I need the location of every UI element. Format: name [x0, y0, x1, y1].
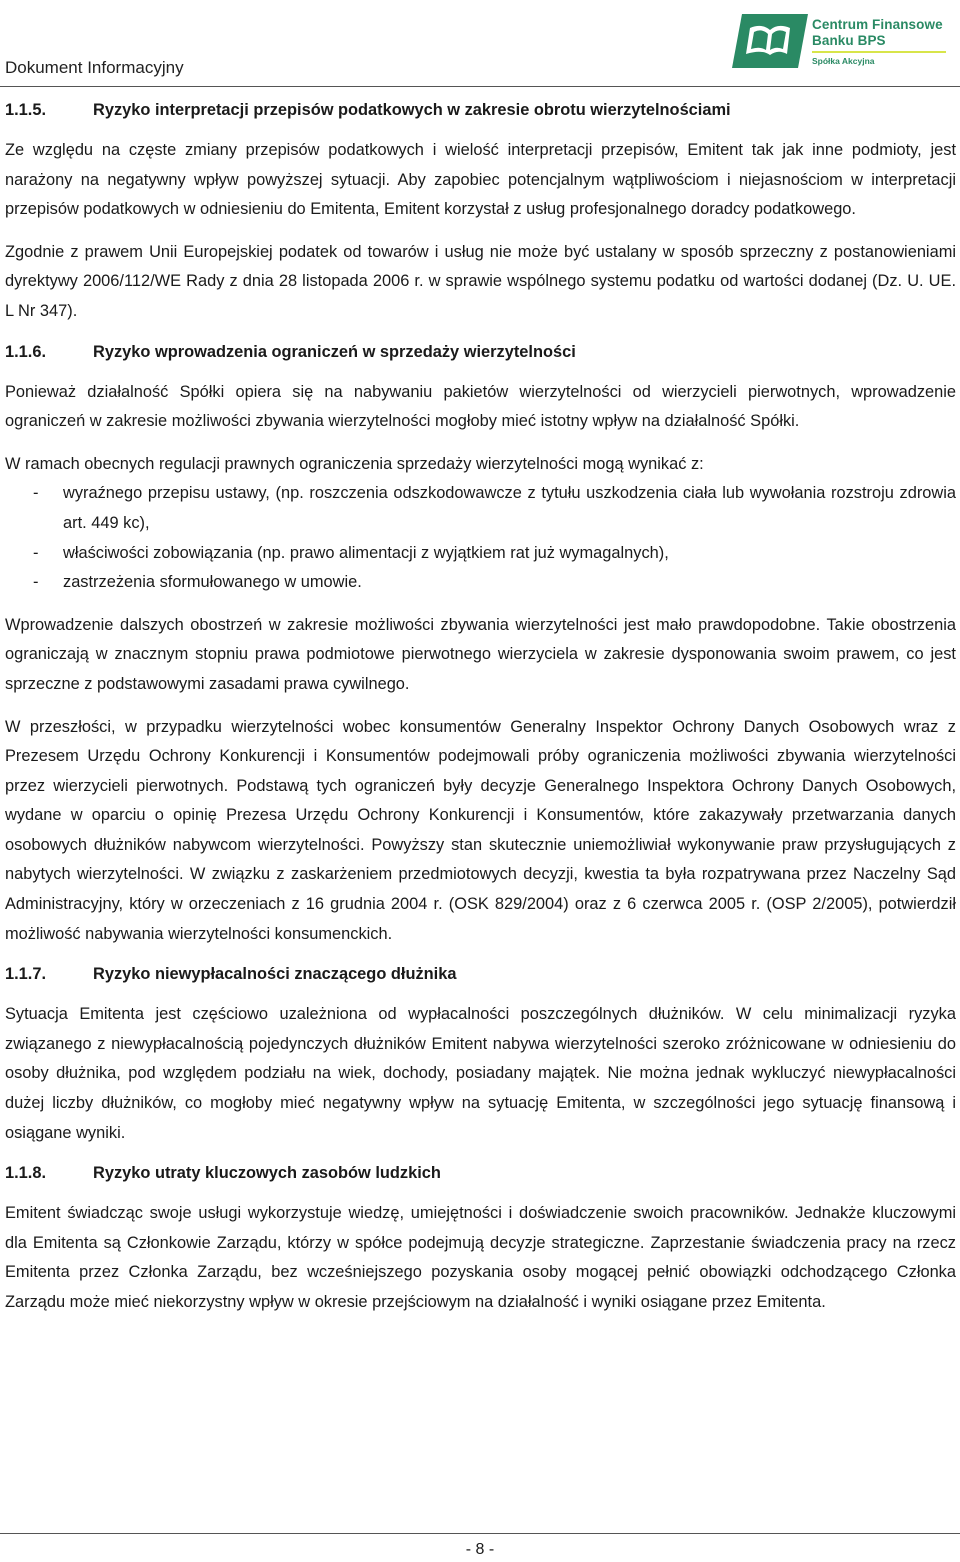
paragraph: Wprowadzenie dalszych obostrzeń w zakresie możliwości zbywania wierzytelności jest mało prawdopodobne. Takie obostrzenia ograniczają w znacznym stopniu prawa podmiotowe pierwotnego wierzyciela w zakresie dysponowania swoim prawem, co jest sprzeczne z podstawowymi zasadami prawa cywilnego.	[5, 615, 956, 693]
list-bullet: -	[33, 573, 39, 592]
section-number: 1.1.5.	[5, 101, 47, 119]
page-number: - 8 -	[465, 1541, 495, 1558]
paragraph: Sytuacja Emitenta jest częściowo uzależniona od wypłacalności poszczególnych dłużników. W celu minimalizacji ryzyka związanego z niewypłacalnością pojedynczych dłużników Emitent nabywa wierzytelności szeroko zróżnicowane w odniesieniu do osoby dłużnika, pod względem podziału na wiek, dochody, posiadany majątek. Nie można jednak wykluczyć niewypłacalności dużej liczby dłużników, co mogłoby mieć negatywny wpływ na sytuację Emitenta, w szczególności jego sytuację finansową i osiągane wyniki.	[5, 1005, 956, 1142]
company-logo	[732, 14, 956, 68]
paragraph: W przeszłości, w przypadku wierzytelności wobec konsumentów Generalny Inspektor Ochrony Danych Osobowych wraz z Prezesem Urzędu Ochrony Konkurencji i Konsumentów podejmowali próby ograniczenia możliwości zbywania wierzytelności przez wierzycieli pierwotnych. Podstawą tych ograniczeń były decyzje Generalnego Inspektora Ochrony Danych Osobowych, wydane w oparciu o opinię Prezesa Urzędu Ochrony Konkurencji i Konsumentów, które zakazywały przetwarzania danych osobowych dłużników nabywcom wierzytelności. Powyższy stan skutecznie uniemożliwiał wykonywanie praw przysługujących z nabytych wierzytelności. W związku z zaskarżeniem przedmiotowych decyzji, kwestia ta była rozpatrywana przez Naczelny Sąd Administracyjny, który w orzeczeniach z 16 grudnia 2004 r. (OSK 829/2004) oraz z 6 czerwca 2005 r. (OSP 2/2005), potwierdził możliwość nabywania wierzytelności konsumenckich.	[5, 717, 956, 943]
page-header	[0, 0, 960, 88]
paragraph: Emitent świadcząc swoje usługi wykorzystuje wiedzę, umiejętności i doświadczenie swoich pracowników. Jednakże kluczowymi dla Emitenta są Członkowie Zarządu, którzy w spółce podejmują decyzje strategiczne. Zaprzestanie świadczenia pracy na rzecz Emitenta przez Członka Zarządu, bez wcześniejszego pozyskania osoby mogącej pełnić obowiązki odchodzącego Członka Zarządu może mieć niekorzystny wpływ w okresie przejściowym na działalność i wyniki osiągane przez Emitenta.	[5, 1204, 956, 1311]
section-number: 1.1.6.	[5, 342, 47, 361]
section-heading	[5, 962, 956, 986]
list-bullet: -	[33, 543, 39, 562]
list-item	[5, 539, 956, 569]
list-item-text: zastrzeżenia sformułowanego w umowie.	[63, 573, 362, 592]
logo-book-icon	[732, 14, 808, 68]
section-title: Ryzyko wprowadzenia ograniczeń w sprzedaży wierzytelności	[93, 342, 576, 361]
list-item-text: wyraźnego przepisu ustawy, (np. roszczenia odszkodowawcze z tytułu uszkodzenia ciała lub wywołania rozstroju zdrowia art. 449 kc),	[63, 484, 956, 532]
restrictions-list	[5, 479, 956, 597]
footer-divider	[0, 1533, 960, 1534]
paragraph: W ramach obecnych regulacji prawnych ograniczenia sprzedaży wierzytelności mogą wynikać z:	[5, 454, 704, 473]
logo-text-line2: Banku BPS	[812, 33, 886, 48]
section-heading	[5, 1161, 956, 1185]
logo-accent-stripe	[812, 51, 946, 53]
section-number: 1.1.7.	[5, 965, 47, 984]
paragraph: Ze względu na częste zmiany przepisów podatkowych i wielość interpretacji przepisów, Emitent tak jak inne podmioty, jest narażony na negatywny wpływ powyższej sytuacji. Aby zapobiec potencjalnym wątpliwościom i niejasnościom w interpretacji przepisów podatkowych w odniesieniu do Emitenta, Emitent korzystał z usług profesjonalnego doradcy podatkowego.	[5, 141, 956, 219]
header-divider	[0, 86, 960, 87]
section-number: 1.1.8.	[5, 1164, 47, 1183]
list-item	[5, 568, 956, 598]
section-1-1-8	[5, 1161, 956, 1317]
section-title: Ryzyko niewypłacalności znaczącego dłużnika	[93, 965, 457, 984]
section-title: Ryzyko interpretacji przepisów podatkowych w zakresie obrotu wierzytelnościami	[93, 101, 731, 119]
list-item	[5, 479, 956, 538]
list-bullet: -	[33, 484, 39, 503]
logo-text-line1: Centrum Finansowe	[812, 17, 943, 32]
logo-subtitle: Spółka Akcyjna	[812, 56, 875, 66]
section-title: Ryzyko utraty kluczowych zasobów ludzkich	[93, 1164, 441, 1183]
section-1-1-7	[5, 962, 956, 1148]
document-body	[5, 98, 956, 1331]
section-heading	[5, 340, 956, 364]
document-title: Dokument Informacyjny	[5, 58, 184, 77]
paragraph: Ponieważ działalność Spółki opiera się na nabywaniu pakietów wierzytelności od wierzycieli pierwotnych, wprowadzenie ograniczeń w zakresie możliwości zbywania wierzytelności mogłoby mieć istotny wpływ na działalność Spółki.	[5, 382, 956, 431]
section-heading	[5, 98, 956, 122]
section-1-1-6	[5, 340, 956, 950]
section-1-1-5	[5, 98, 956, 327]
paragraph: Zgodnie z prawem Unii Europejskiej podatek od towarów i usług nie może być ustalany w sposób sprzeczny z postanowieniami dyrektywy 2006/112/WE Rady z dnia 28 listopada 2006 r. w sprawie wspólnego systemu podatku od wartości dodanej (Dz. U. UE. L Nr 347).	[5, 242, 956, 320]
list-item-text: właściwości zobowiązania (np. prawo alimentacji z wyjątkiem rat już wymagalnych),	[63, 543, 669, 562]
